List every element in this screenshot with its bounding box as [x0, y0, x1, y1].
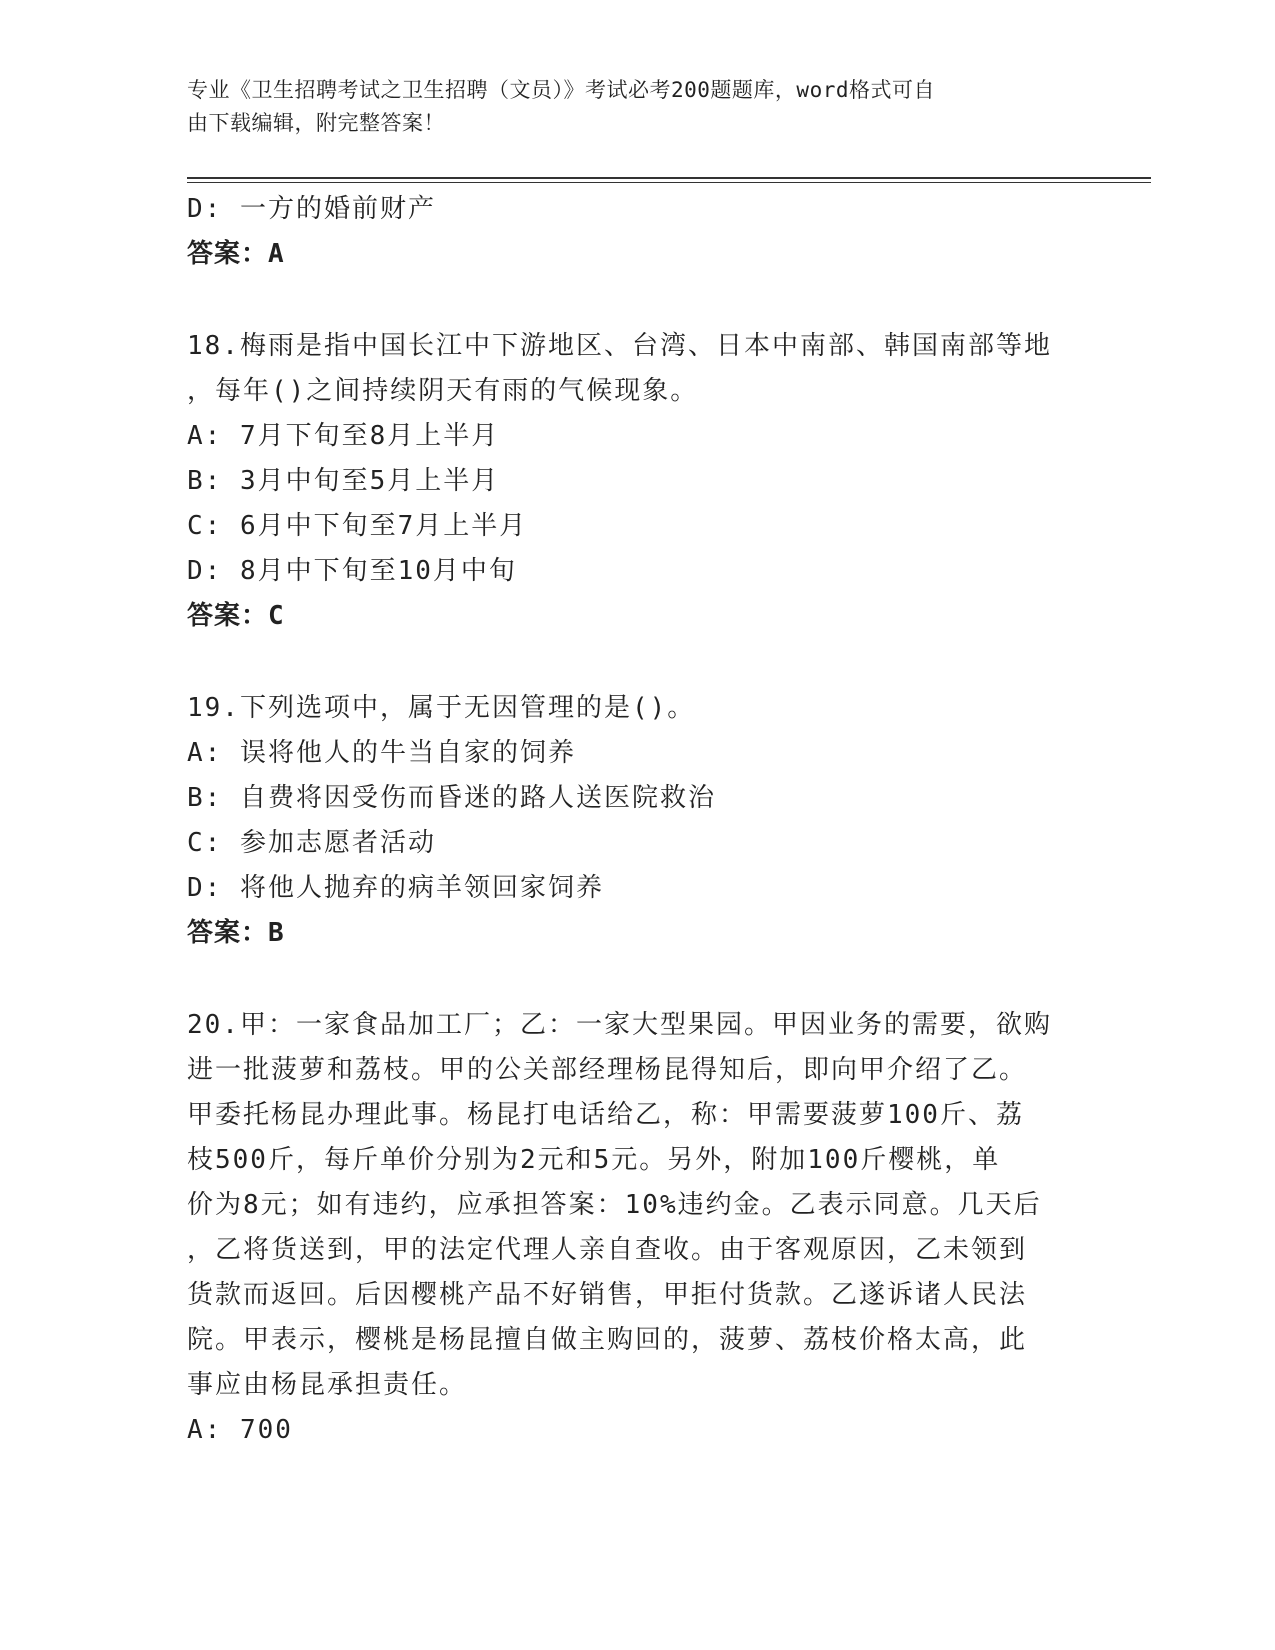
option-a: A: 误将他人的牛当自家的饲养	[187, 738, 576, 768]
answer-label: 答案：B	[187, 918, 285, 948]
question-18	[187, 324, 1087, 639]
question-stem-line: 院。甲表示，樱桃是杨昆擅自做主购回的，菠萝、荔枝价格太高，此	[187, 1325, 1028, 1355]
document-body	[187, 187, 1087, 1453]
question-stem-line: 19.下列选项中，属于无因管理的是()。	[187, 693, 696, 723]
question-stem-line: ，每年()之间持续阴天有雨的气候现象。	[187, 376, 699, 406]
header-divider-thick	[187, 177, 1151, 179]
spacer	[187, 639, 1087, 686]
answer-label: 答案：A	[187, 239, 285, 269]
question-stem-line: ，乙将货送到，甲的法定代理人亲自查收。由于客观原因，乙未领到	[187, 1235, 1028, 1265]
option-a: A: 7月下旬至8月上半月	[187, 421, 500, 451]
question-stem-line: 甲委托杨昆办理此事。杨昆打电话给乙，称：甲需要菠萝100斤、荔	[187, 1100, 1024, 1130]
question-17-tail	[187, 187, 1087, 277]
question-stem-line: 20.甲：一家食品加工厂；乙：一家大型果园。甲因业务的需要，欲购	[187, 1010, 1052, 1040]
header-line-2: 由下载编辑，附完整答案！	[187, 111, 445, 135]
option-a: A: 700	[187, 1415, 293, 1445]
answer-label: 答案：C	[187, 601, 285, 631]
option-d: D: 8月中下旬至10月中旬	[187, 556, 517, 586]
question-stem-line: 18.梅雨是指中国长江中下游地区、台湾、日本中南部、韩国南部等地	[187, 331, 1052, 361]
document-header	[187, 74, 1067, 140]
spacer	[187, 956, 1087, 1003]
option-c: C: 参加志愿者活动	[187, 828, 436, 858]
option-d: D: 一方的婚前财产	[187, 194, 436, 224]
option-b: B: 3月中旬至5月上半月	[187, 466, 500, 496]
question-stem-line: 枝500斤，每斤单价分别为2元和5元。另外，附加100斤樱桃，单	[187, 1145, 1001, 1175]
question-stem-line: 进一批菠萝和荔枝。甲的公关部经理杨昆得知后，即向甲介绍了乙。	[187, 1055, 1028, 1085]
question-20	[187, 1003, 1087, 1453]
header-divider-thin	[187, 182, 1151, 183]
option-b: B: 自费将因受伤而昏迷的路人送医院救治	[187, 783, 716, 813]
header-line-1: 专业《卫生招聘考试之卫生招聘（文员）》考试必考200题题库，word格式可自	[187, 78, 935, 102]
question-stem-line: 价为8元；如有违约，应承担答案：10%违约金。乙表示同意。几天后	[187, 1190, 1042, 1220]
question-stem-line: 事应由杨昆承担责任。	[187, 1370, 468, 1400]
option-c: C: 6月中下旬至7月上半月	[187, 511, 528, 541]
question-stem-line: 货款而返回。后因樱桃产品不好销售，甲拒付货款。乙遂诉诸人民法	[187, 1280, 1028, 1310]
spacer	[187, 277, 1087, 324]
question-19	[187, 686, 1087, 956]
option-d: D: 将他人抛弃的病羊领回家饲养	[187, 873, 604, 903]
